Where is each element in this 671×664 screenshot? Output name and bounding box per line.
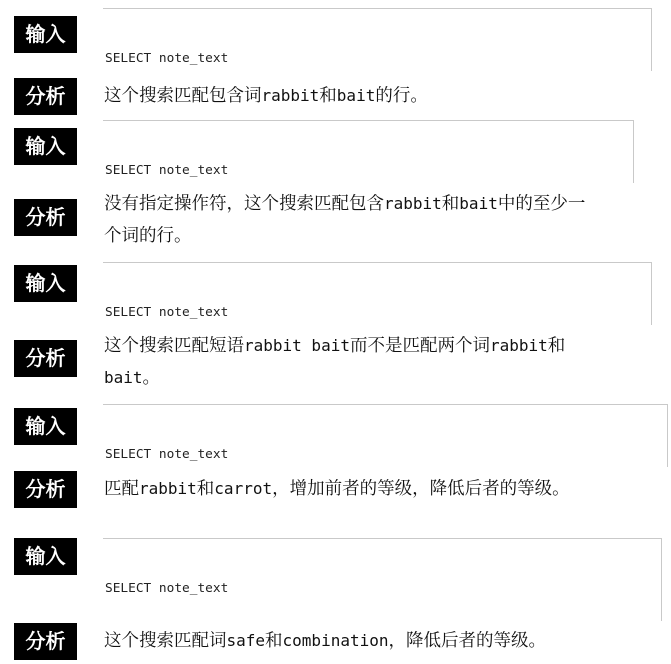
code-line: SELECT note_text: [105, 581, 229, 596]
input-label: 输入: [14, 408, 77, 445]
analysis-label: 分析: [14, 78, 77, 115]
analysis-text: 没有指定操作符，这个搜索匹配包含rabbit和bait中的至少一 个词的行。: [104, 194, 586, 246]
code-block: [103, 8, 652, 71]
analysis-text: 这个搜索匹配短语rabbit bait而不是匹配两个词rabbit和 bait。: [104, 336, 566, 388]
analysis-label: 分析: [14, 471, 77, 508]
code-block: [103, 538, 662, 621]
code-block: [103, 404, 668, 467]
code-block: [103, 120, 634, 183]
input-label: 输入: [14, 128, 77, 165]
code-line: SELECT note_text: [105, 305, 229, 320]
input-label: 输入: [14, 16, 77, 53]
analysis-label: 分析: [14, 623, 77, 660]
analysis-text: 匹配rabbit和carrot，增加前者的等级，降低后者的等级。: [104, 479, 570, 499]
analysis-label: 分析: [14, 340, 77, 377]
code-block: [103, 262, 652, 325]
code-line: SELECT note_text: [105, 447, 229, 462]
code-line: SELECT note_text: [105, 51, 229, 66]
analysis-text: 这个搜索匹配词safe和combination，降低后者的等级。: [104, 631, 546, 651]
analysis-text: 这个搜索匹配包含词rabbit和bait的行。: [104, 86, 428, 106]
analysis-label: 分析: [14, 199, 77, 236]
code-line: SELECT note_text: [105, 163, 229, 178]
input-label: 输入: [14, 265, 77, 302]
input-label: 输入: [14, 538, 77, 575]
